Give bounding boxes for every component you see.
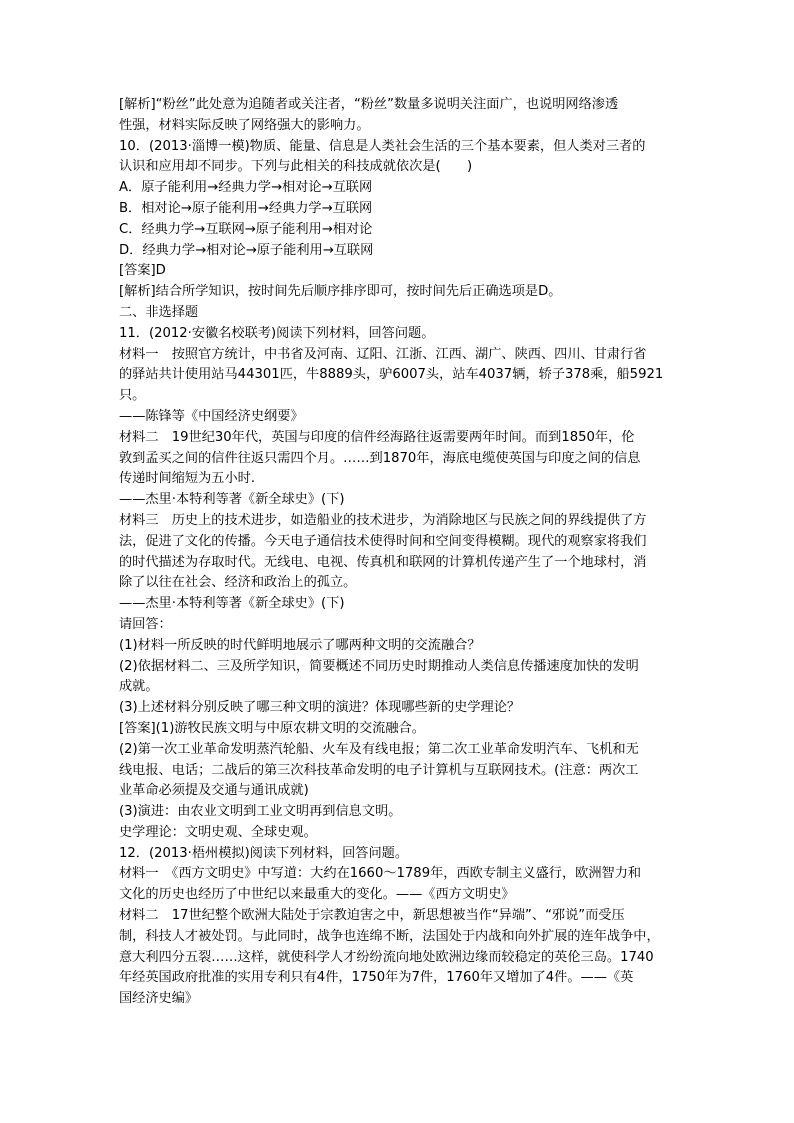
material-line: 只。 [119, 388, 146, 404]
section-heading: 二、非选择题 [119, 304, 199, 320]
question-12-stem: 12．(2013·梧州模拟)阅读下列材料，回答问题。 [119, 845, 409, 861]
question-10-stem: 10．(2013·淄博一模)物质、能量、信息是人类社会生活的三个基本要素，但人类对三者的 [119, 138, 646, 154]
source-line: ——杰里·本特利等著《新全球史》(下) [119, 596, 345, 612]
text-line: 性强，材料实际反映了网络强大的影响力。 [119, 117, 370, 133]
answer-line: 史学理论：文明史观、全球史观。 [119, 824, 317, 840]
option-d: D．经典力学→相对论→原子能利用→互联网 [119, 242, 374, 258]
sub-question: (3)上述材料分别反映了哪三种文明的演进？体现哪些新的史学理论？ [119, 700, 521, 716]
material-line: 材料二 19世纪30年代，英国与印度的信件经海路往返需要两年时间。而到1850年，伦 [119, 429, 635, 445]
option-a: A．原子能利用→经典力学→相对论→互联网 [119, 180, 373, 196]
answer-line: (2)第一次工业革命发明蒸汽轮船、火车及有线电报；第二次工业革命发明汽车、飞机和无 [119, 741, 639, 757]
answer-line: [答案](1)游牧民族文明与中原农耕文明的交流融合。 [119, 720, 425, 736]
option-b: B．相对论→原子能利用→经典力学→互联网 [119, 200, 373, 216]
question-10-stem: 认识和应用却不同步。下列与此相关的科技成就依次是( ) [119, 159, 473, 175]
material-line: 的驿站共计使用站马44301匹，牛8889头，驴6007头，站车4037辆，轿子378乘，船5921 [119, 367, 664, 383]
material-line: 年经英国政府批准的实用专利只有4件，1750年为7件，1760年又增加了4件。——《英 [119, 970, 634, 986]
material-line: 材料二 17世纪整个欧洲大陆处于宗教迫害之中，新思想被当作“异端”、“邪说”而受压 [119, 908, 625, 924]
sub-question: 成就。 [119, 679, 159, 695]
source-line: ——陈锋等《中国经济史纲要》 [119, 408, 304, 424]
material-line: 的时代描述为存取时代。无线电、电视、传真机和联网的计算机传递产生了一个地球村，消 [119, 554, 647, 570]
material-line: 制，科技人才被处罚。与此同时，战争也连绵不断，法国处于内战和向外扩展的连年战争中， [119, 928, 660, 944]
text-line: [解析]“粉丝”此处意为追随者或关注者，“粉丝”数量多说明关注面广，也说明网络渗透 [119, 97, 619, 112]
answer-line: 业革命必须提及交通与通讯成就) [119, 783, 309, 799]
answer-line: [答案]D [119, 263, 166, 279]
answer-line: (3)演进：由农业文明到工业文明再到信息文明。 [119, 804, 402, 820]
material-line: 材料一 按照官方统计，中书省及河南、辽阳、江浙、江西、湖广、陕西、四川、甘肃行省 [119, 346, 647, 362]
question-11-stem: 11．(2012·安徽名校联考)阅读下列材料，回答问题。 [119, 325, 435, 341]
material-line: 材料三 历史上的技术进步，如造船业的技术进步，为消除地区与民族之间的界线提供了方 [119, 512, 647, 528]
material-line: 除了以往在社会、经济和政治上的孤立。 [119, 575, 357, 591]
option-c: C．经典力学→互联网→原子能利用→相对论 [119, 221, 373, 237]
prompt-line: 请回答： [119, 616, 172, 632]
document-page [119, 95, 679, 1010]
source-line: ——杰里·本特利等著《新全球史》(下) [119, 492, 345, 508]
analysis-line: [解析]结合所学知识，按时间先后顺序排序即可，按时间先后正确选项是D。 [119, 284, 562, 300]
answer-line: 线电报、电话；二战后的第三次科技革命发明的电子计算机与互联网技术。(注意：两次工 [119, 762, 639, 778]
material-line: 国经济史编》 [119, 991, 199, 1007]
material-line: 传递时间缩短为五小时. [119, 471, 256, 487]
sub-question: (2)依据材料二、三及所学知识，简要概述不同历史时期推动人类信息传播速度加快的发明 [119, 658, 639, 674]
sub-question: (1)材料一所反映的时代鲜明地展示了哪两种文明的交流融合？ [119, 637, 481, 653]
material-line: 敦到孟买之间的信件往返只需四个月。……到1870年，海底电缆使英国与印度之间的信息 [119, 450, 641, 466]
material-line: 文化的历史也经历了中世纪以来最重大的变化。——《西方文明史》 [119, 887, 515, 903]
material-line: 法，促进了文化的传播。今天电子通信技术使得时间和空间变得模糊。现代的观察家将我们 [119, 533, 647, 549]
material-line: 材料一 《西方文明史》中写道：大约在1660～1789年，西欧专制主义盛行，欧洲智力和 [119, 866, 642, 882]
material-line: 意大利四分五裂……这样，就使科学人才纷纷流向地处欧洲边缘而较稳定的英伦三岛。1740 [119, 949, 654, 965]
